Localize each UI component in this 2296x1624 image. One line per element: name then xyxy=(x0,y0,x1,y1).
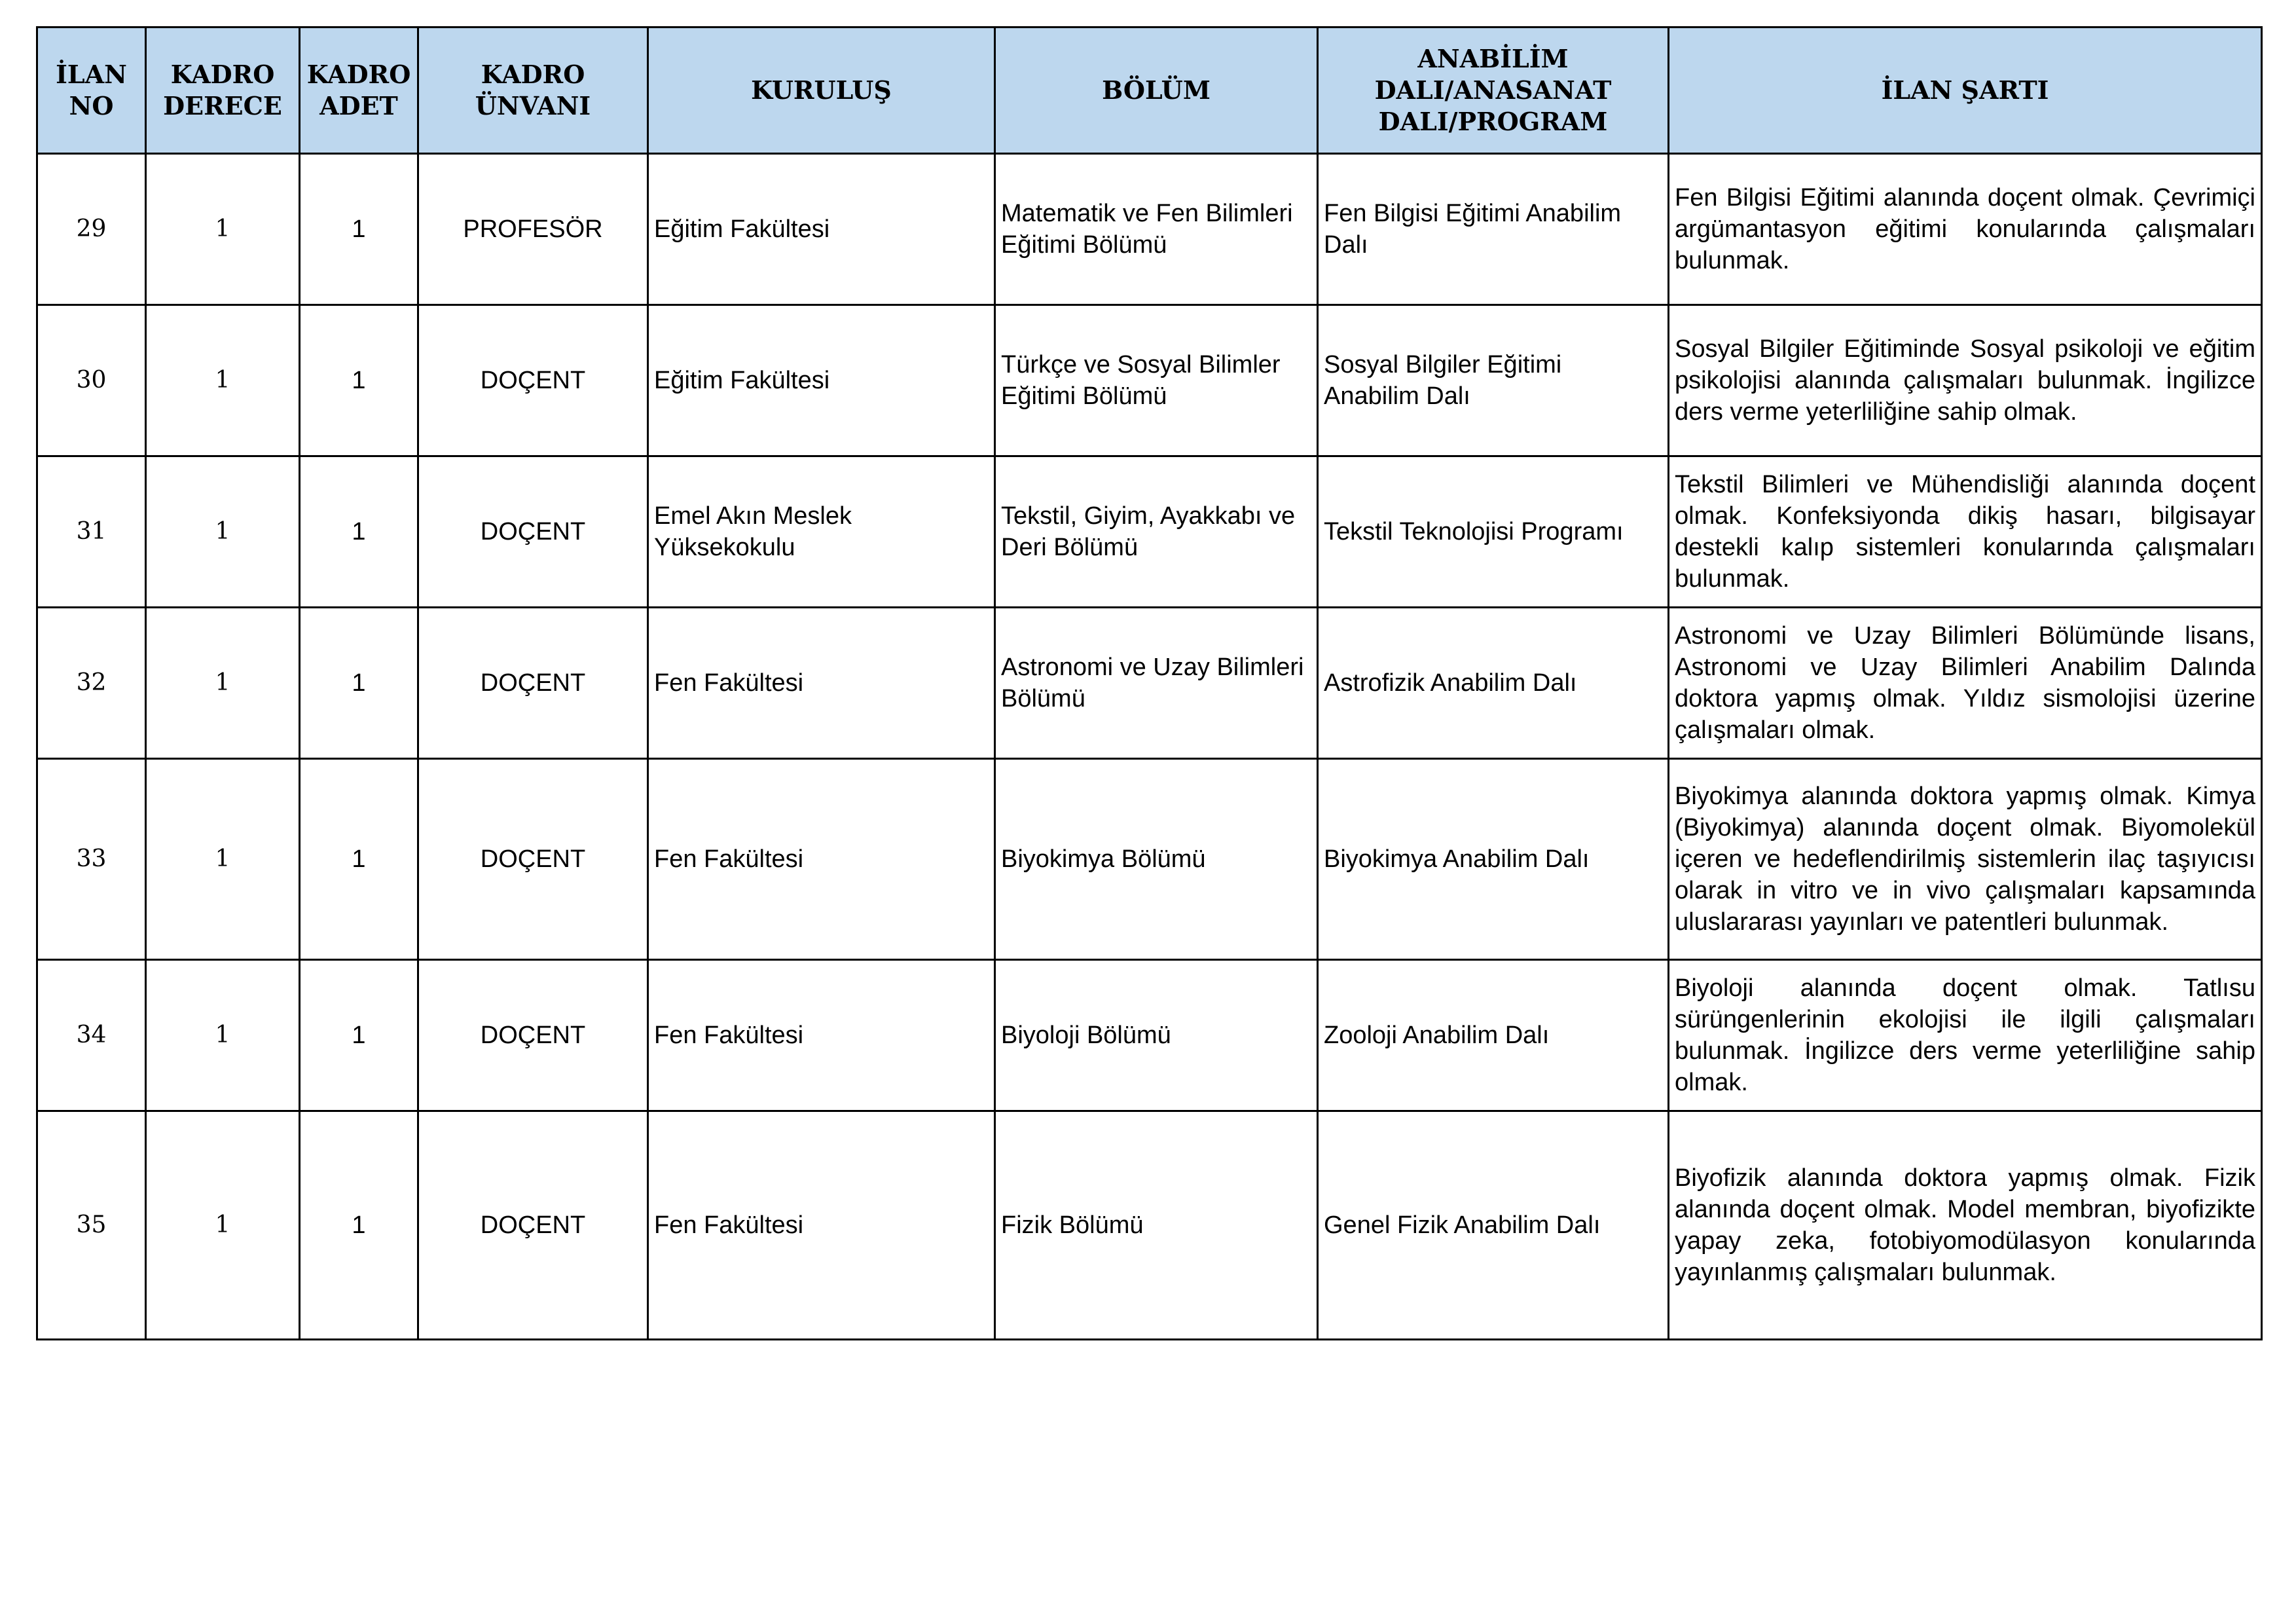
cell-bolum: Fizik Bölümü xyxy=(995,1111,1318,1340)
cell-adet: 1 xyxy=(300,305,418,456)
cell-ilan-sarti: Biyokimya alanında doktora yapmış olmak. Kimya (Biyokimya) alanında doçent olmak. Biyomolekül içeren ve hedeflendirilmiş sistemlerin ilaç taşıyıcısı olarak in vitro ve in vivo çalışmaları kapsamında uluslararası yayınları ve patentleri bulunmak. xyxy=(1669,759,2262,960)
cell-adet: 1 xyxy=(300,759,418,960)
cell-derece: 1 xyxy=(146,305,300,456)
cell-ilan-sarti: Tekstil Bilimleri ve Mühendisliği alanında doçent olmak. Konfeksiyonda dikiş hasarı, bilgisayar destekli kalıp sistemleri konularında çalışmaları bulunmak. xyxy=(1669,456,2262,608)
header-kurulus: KURULUŞ xyxy=(648,28,995,154)
cell-unvan: DOÇENT xyxy=(418,960,648,1111)
cell-unvan: DOÇENT xyxy=(418,1111,648,1340)
cell-bolum: Biyokimya Bölümü xyxy=(995,759,1318,960)
cell-anabilim: Genel Fizik Anabilim Dalı xyxy=(1318,1111,1669,1340)
cell-unvan: DOÇENT xyxy=(418,456,648,608)
header-ilan-sarti: İLAN ŞARTI xyxy=(1669,28,2262,154)
header-ilan-no: İLAN NO xyxy=(37,28,146,154)
table-row xyxy=(37,456,2262,608)
cell-derece: 1 xyxy=(146,154,300,305)
cell-kurulus: Eğitim Fakültesi xyxy=(648,154,995,305)
cell-ilan-no: 30 xyxy=(37,305,146,456)
cell-kurulus: Fen Fakültesi xyxy=(648,1111,995,1340)
table-row xyxy=(37,960,2262,1111)
cell-unvan: DOÇENT xyxy=(418,305,648,456)
cell-kurulus: Fen Fakültesi xyxy=(648,960,995,1111)
table-row xyxy=(37,1111,2262,1340)
cell-kurulus: Fen Fakültesi xyxy=(648,759,995,960)
cell-kurulus: Emel Akın Meslek Yüksekokulu xyxy=(648,456,995,608)
cell-unvan: DOÇENT xyxy=(418,608,648,759)
header-bolum: BÖLÜM xyxy=(995,28,1318,154)
header-kadro-adet: KADRO ADET xyxy=(300,28,418,154)
table-row xyxy=(37,759,2262,960)
cell-ilan-no: 31 xyxy=(37,456,146,608)
cell-derece: 1 xyxy=(146,960,300,1111)
table-row xyxy=(37,154,2262,305)
cell-unvan: PROFESÖR xyxy=(418,154,648,305)
header-kadro-derece: KADRO DERECE xyxy=(146,28,300,154)
cell-anabilim: Biyokimya Anabilim Dalı xyxy=(1318,759,1669,960)
cell-anabilim: Tekstil Teknolojisi Programı xyxy=(1318,456,1669,608)
cell-kurulus: Fen Fakültesi xyxy=(648,608,995,759)
cell-ilan-no: 29 xyxy=(37,154,146,305)
cell-bolum: Astronomi ve Uzay Bilimleri Bölümü xyxy=(995,608,1318,759)
cell-adet: 1 xyxy=(300,960,418,1111)
cell-anabilim: Fen Bilgisi Eğitimi Anabilim Dalı xyxy=(1318,154,1669,305)
cell-bolum: Tekstil, Giyim, Ayakkabı ve Deri Bölümü xyxy=(995,456,1318,608)
cell-adet: 1 xyxy=(300,456,418,608)
cell-ilan-sarti: Astronomi ve Uzay Bilimleri Bölümünde lisans, Astronomi ve Uzay Bilimleri Anabilim Dalında doktora yapmış olmak. Yıldız sismolojisi üzerine çalışmaları olmak. xyxy=(1669,608,2262,759)
cell-derece: 1 xyxy=(146,456,300,608)
table-row xyxy=(37,305,2262,456)
cell-derece: 1 xyxy=(146,1111,300,1340)
cell-anabilim: Zooloji Anabilim Dalı xyxy=(1318,960,1669,1111)
header-anabilim: ANABİLİM DALI/ANASANAT DALI/PROGRAM xyxy=(1318,28,1669,154)
cell-bolum: Türkçe ve Sosyal Bilimler Eğitimi Bölümü xyxy=(995,305,1318,456)
cell-adet: 1 xyxy=(300,154,418,305)
cell-unvan: DOÇENT xyxy=(418,759,648,960)
cell-ilan-no: 34 xyxy=(37,960,146,1111)
cell-bolum: Biyoloji Bölümü xyxy=(995,960,1318,1111)
cell-adet: 1 xyxy=(300,1111,418,1340)
cell-ilan-no: 33 xyxy=(37,759,146,960)
cell-ilan-no: 32 xyxy=(37,608,146,759)
cell-anabilim: Sosyal Bilgiler Eğitimi Anabilim Dalı xyxy=(1318,305,1669,456)
cell-ilan-sarti: Biyoloji alanında doçent olmak. Tatlısu sürüngenlerinin ekolojisi ile ilgili çalışmaları bulunmak. İngilizce ders verme yeterliliğine sahip olmak. xyxy=(1669,960,2262,1111)
cell-anabilim: Astrofizik Anabilim Dalı xyxy=(1318,608,1669,759)
table-row xyxy=(37,608,2262,759)
header-kadro-unvani: KADRO ÜNVANI xyxy=(418,28,648,154)
cell-bolum: Matematik ve Fen Bilimleri Eğitimi Bölümü xyxy=(995,154,1318,305)
cell-kurulus: Eğitim Fakültesi xyxy=(648,305,995,456)
cell-adet: 1 xyxy=(300,608,418,759)
cell-ilan-no: 35 xyxy=(37,1111,146,1340)
cell-ilan-sarti: Sosyal Bilgiler Eğitiminde Sosyal psikoloji ve eğitim psikolojisi alanında çalışmaları bulunmak. İngilizce ders verme yeterliliğine sahip olmak. xyxy=(1669,305,2262,456)
cell-ilan-sarti: Biyofizik alanında doktora yapmış olmak. Fizik alanında doçent olmak. Model membran, biyofizikte yapay zeka, fotobiyomodülasyon konularında yayınlanmış çalışmaları bulunmak. xyxy=(1669,1111,2262,1340)
job-listing-table xyxy=(36,26,2263,1340)
cell-derece: 1 xyxy=(146,759,300,960)
cell-ilan-sarti: Fen Bilgisi Eğitimi alanında doçent olmak. Çevrimiçi argümantasyon eğitimi konularında çalışmaları bulunmak. xyxy=(1669,154,2262,305)
cell-derece: 1 xyxy=(146,608,300,759)
table-header-row xyxy=(37,28,2262,154)
